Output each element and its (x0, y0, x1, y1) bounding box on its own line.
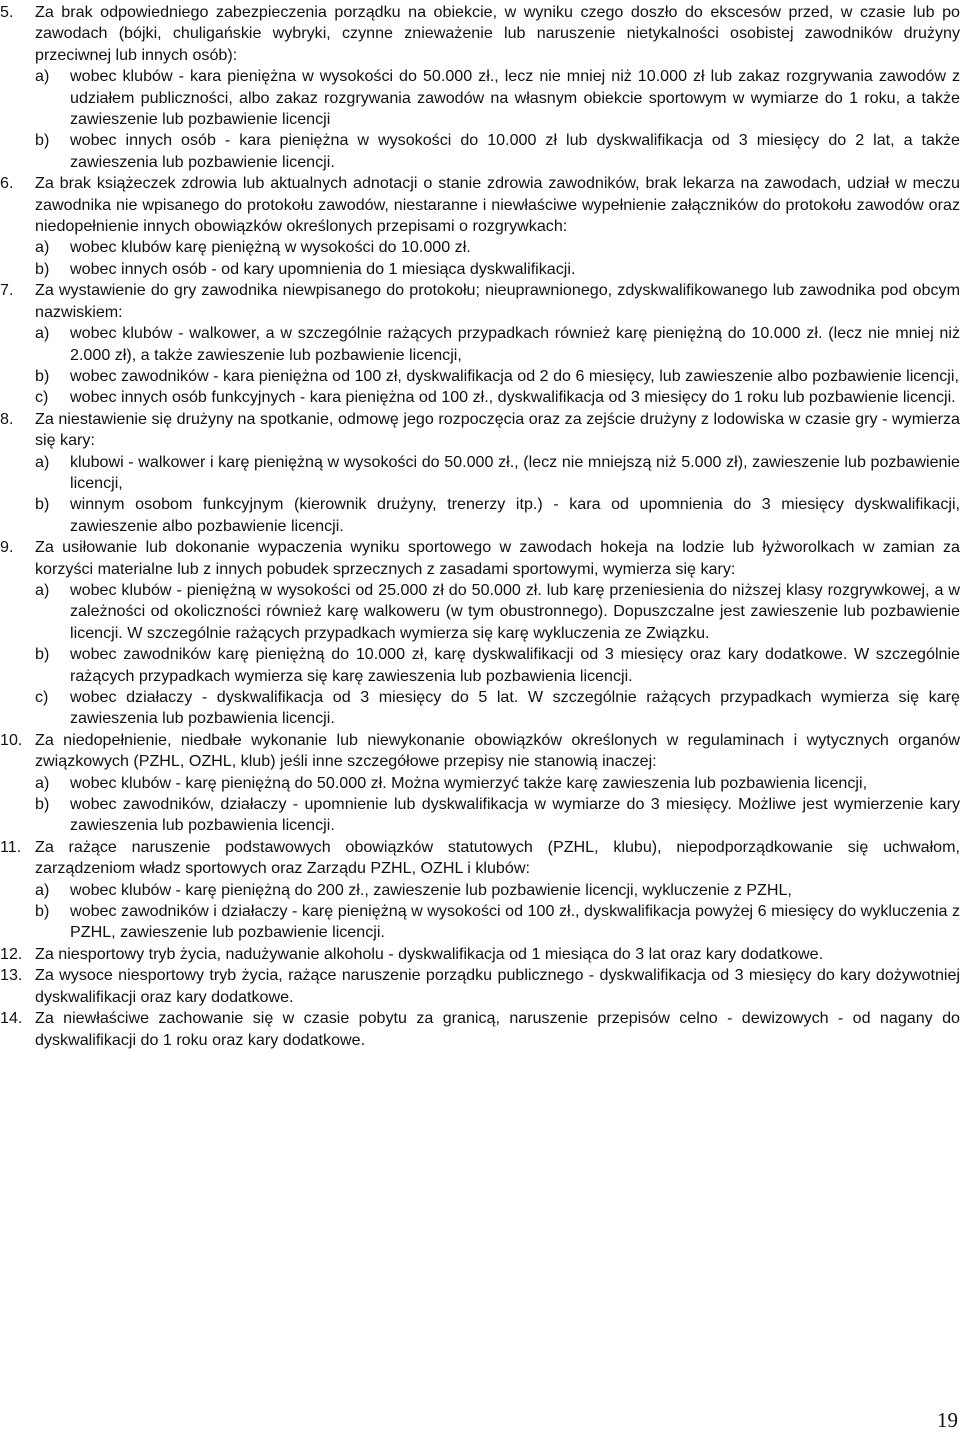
sub-item (35, 323, 960, 366)
paragraph-item-13 (0, 965, 960, 1008)
item-number: 11. (0, 837, 22, 856)
item-text: Za usiłowanie lub dokonanie wypaczenia wyniku sportowego w zawodach hokeja na lodzie lub łyżworolkach w zamian za korzyści materialne lub z innych pobudek sprzecznych z zasadami sportowymi, wymierza się kary: (35, 538, 960, 578)
paragraph-item-12 (0, 944, 960, 965)
sub-item-text: wobec klubów - pieniężną w wysokości od 25.000 zł do 50.000 zł. lub karę przeniesienia do niższej klasy rozgrywkowej, a w zależności od okoliczności również karę walkoweru (w tym obustronnego). Dopuszczalne jest zawieszenie lub pozbawienie licencji. W szczególnie rażących przypadkach wymierza się karę wykluczenia ze Związku. (70, 580, 960, 642)
sub-item-label: b) (35, 495, 50, 514)
sub-item-text: winnym osobom funkcyjnym (kierownik drużyny, trenerzy itp.) - kara od upomnienia do 3 miesięcy dyskwalifikacji, zawieszenie albo pozbawienie licencji. (70, 495, 960, 535)
item-text: Za wysoce niesportowy tryb życia, rażące naruszenie porządku publicznego - dyskwalifikacja od 3 miesięcy do kary dożywotniej dyskwalifikacji oraz kary dodatkowe. (35, 966, 960, 1006)
paragraph-item-6 (0, 173, 960, 280)
paragraph-item-9 (0, 537, 960, 730)
sub-item (35, 66, 960, 130)
sub-item-text: wobec klubów - karę pieniężną do 50.000 zł. Można wymierzyć także karę zawieszenia lub pozbawienia licencji, (70, 773, 868, 792)
paragraph-item-10 (0, 730, 960, 837)
page-number: 19 (937, 1408, 958, 1432)
sub-item-label: a) (35, 773, 50, 792)
sub-item-text: wobec klubów - karę pieniężną do 200 zł., zawieszenie lub pozbawienie licencji, wykluczenie z PZHL, (70, 880, 792, 899)
sub-item-text: klubowi - walkower i karę pieniężną w wysokości do 50.000 zł., (lecz nie mniejszą niż 5.000 zł), zawieszenie lub pozbawienie licencji, (70, 452, 960, 492)
item-number: 7. (0, 281, 14, 300)
paragraph-item-8 (0, 409, 960, 537)
sub-item-label: b) (35, 259, 50, 278)
sub-item-label: a) (35, 880, 50, 899)
item-text: Za wystawienie do gry zawodnika niewpisanego do protokołu; nieuprawnionego, zdyskwalifikowanego lub zawodnika pod obcym nazwiskiem: (35, 281, 960, 321)
sub-item (35, 259, 960, 280)
sub-item-text: wobec klubów - walkower, a w szczególnie rażących przypadkach również karę pieniężną do 10.000 zł. (lecz nie mniej niż 2.000 zł), a także zawieszenie lub pozbawienie licencji, (70, 324, 960, 364)
sub-item-label: b) (35, 645, 50, 664)
sub-item-label: b) (35, 902, 50, 921)
sub-item-label: b) (35, 131, 50, 150)
sub-item-label: a) (35, 452, 50, 471)
sub-item (35, 494, 960, 537)
sub-item (35, 687, 960, 730)
sub-item-text: wobec zawodników karę pieniężną do 10.000 zł, karę dyskwalifikacji od 3 miesięcy oraz kary dodatkowe. W szczególnie rażących przypadkach wymierza się karę zawieszenia lub pozbawienia licencji. (70, 645, 960, 685)
sub-item-text: wobec zawodników, działaczy - upomnienie lub dyskwalifikacja w wymiarze do 3 miesięcy. Możliwe jest wymierzenie kary zawieszenia lub pozbawienia licencji. (70, 795, 960, 835)
sub-item-label: a) (35, 324, 50, 343)
item-number: 10. (0, 730, 23, 749)
paragraph-item-11 (0, 837, 960, 944)
sub-item-text: wobec działaczy - dyskwalifikacja od 3 miesięcy do 5 lat. W szczególnie rażących przypadkach wymierza się karę zawieszenia lub pozbawienia licencji. (70, 688, 960, 728)
item-text: Za rażące naruszenie podstawowych obowiązków statutowych (PZHL, klubu), niepodporządkowanie się uchwałom, zarządzeniom władz sportowych oraz Zarządu PZHL, OZHL i klubów: (35, 837, 960, 878)
sub-item-label: c) (35, 688, 49, 706)
item-number: 9. (0, 538, 14, 557)
sub-item-label: c) (35, 388, 49, 407)
item-text: Za niestawienie się drużyny na spotkanie, odmowę jego rozpoczęcia oraz za zejście drużyny z lodowiska w czasie gry - wymierza się kary: (35, 409, 960, 450)
item-text: Za brak książeczek zdrowia lub aktualnych adnotacji o stanie zdrowia zawodników, brak lekarza na zawodach, udział w meczu zawodnika nie wpisanego do protokołu zawodów, niestaranne i niewłaściwe wypełnienie załączników do protokołu zawodów oraz niedopełnienie innych obowiązków określonych przepisami o rozgrywkach: (35, 174, 960, 236)
sub-item (35, 237, 960, 258)
sub-item-text: wobec innych osób funkcyjnych - kara pieniężna od 100 zł., dyskwalifikacja od 3 miesięcy do 1 roku lub pozbawienie licencji. (70, 388, 956, 407)
sub-item-label: b) (35, 795, 50, 814)
item-text: Za niesportowy tryb życia, nadużywanie alkoholu - dyskwalifikacja od 1 miesiąca do 3 lat oraz kary dodatkowe. (35, 944, 824, 963)
item-number: 8. (0, 409, 14, 428)
sub-item (35, 773, 960, 794)
item-number: 12. (0, 944, 23, 963)
sub-item (35, 452, 960, 495)
item-text: Za brak odpowiedniego zabezpieczenia porządku na obiekcie, w wyniku czego doszło do ekscesów przed, w czasie lub po zawodach (bójki, chuligańskie wybryki, czynne znieważenie lub naruszenie nietykalności osobistej zawodników drużyny przeciwnej lub innych osób): (35, 3, 960, 64)
sub-item (35, 901, 960, 944)
sub-item (35, 644, 960, 687)
sub-item-label: b) (35, 366, 50, 385)
item-text: Za niedopełnienie, niedbałe wykonanie lub niewykonanie obowiązków określonych w regulaminach i wytycznych organów związkowych (PZHL, OZHL, klub) jeśli inne szczegółowe przepisy nie stanowią inaczej: (35, 730, 960, 771)
item-number: 13. (0, 966, 23, 985)
item-number: 5. (0, 3, 14, 21)
sub-item (35, 366, 960, 387)
sub-item-label: a) (35, 67, 50, 86)
item-text: Za niewłaściwe zachowanie się w czasie pobytu za granicą, naruszenie przepisów celno - dewizowych - od nagany do dyskwalifikacji do 1 roku oraz kary dodatkowe. (35, 1009, 960, 1049)
paragraph-item-5 (0, 2, 960, 173)
sub-item-text: wobec innych osób - kara pieniężna w wysokości do 10.000 zł lub dyskwalifikacja od 3 miesięcy do 2 lat, a także zawieszenia lub pozbawienie licencji. (70, 131, 960, 171)
sub-item (35, 130, 960, 173)
sub-item (35, 794, 960, 837)
item-number: 14. (0, 1009, 23, 1028)
sub-item-text: wobec innych osób - od kary upomnienia do 1 miesiąca dyskwalifikacji. (70, 259, 576, 278)
sub-item (35, 580, 960, 644)
sub-item-label: a) (35, 580, 50, 599)
sub-item (35, 387, 960, 408)
sub-item (35, 880, 960, 901)
sub-item-label: a) (35, 238, 50, 257)
sub-item-text: wobec zawodników i działaczy - karę pieniężną w wysokości od 100 zł., dyskwalifikacja powyżej 6 miesięcy do wykluczenia z PZHL, zawieszenie lub pozbawienie licencji. (70, 902, 960, 942)
sub-item-text: wobec klubów karę pieniężną w wysokości do 10.000 zł. (70, 238, 471, 257)
paragraph-item-14 (0, 1008, 960, 1051)
sub-item-text: wobec zawodników - kara pieniężna od 100 zł, dyskwalifikacja od 2 do 6 miesięcy, lub zawieszenie albo pozbawienie licencji, (70, 366, 959, 385)
sub-item-text: wobec klubów - kara pieniężna w wysokości do 50.000 zł., lecz nie mniej niż 10.000 zł lub zakaz rozgrywania zawodów z udziałem publiczności, albo zakaz rozgrywania zawodów na własnym obiekcie sportowym w wymiarze do 1 roku, a także zawieszenie lub pozbawienie licencji (70, 67, 960, 129)
document-body (0, 2, 960, 1051)
item-number: 6. (0, 174, 14, 193)
paragraph-item-7 (0, 280, 960, 408)
